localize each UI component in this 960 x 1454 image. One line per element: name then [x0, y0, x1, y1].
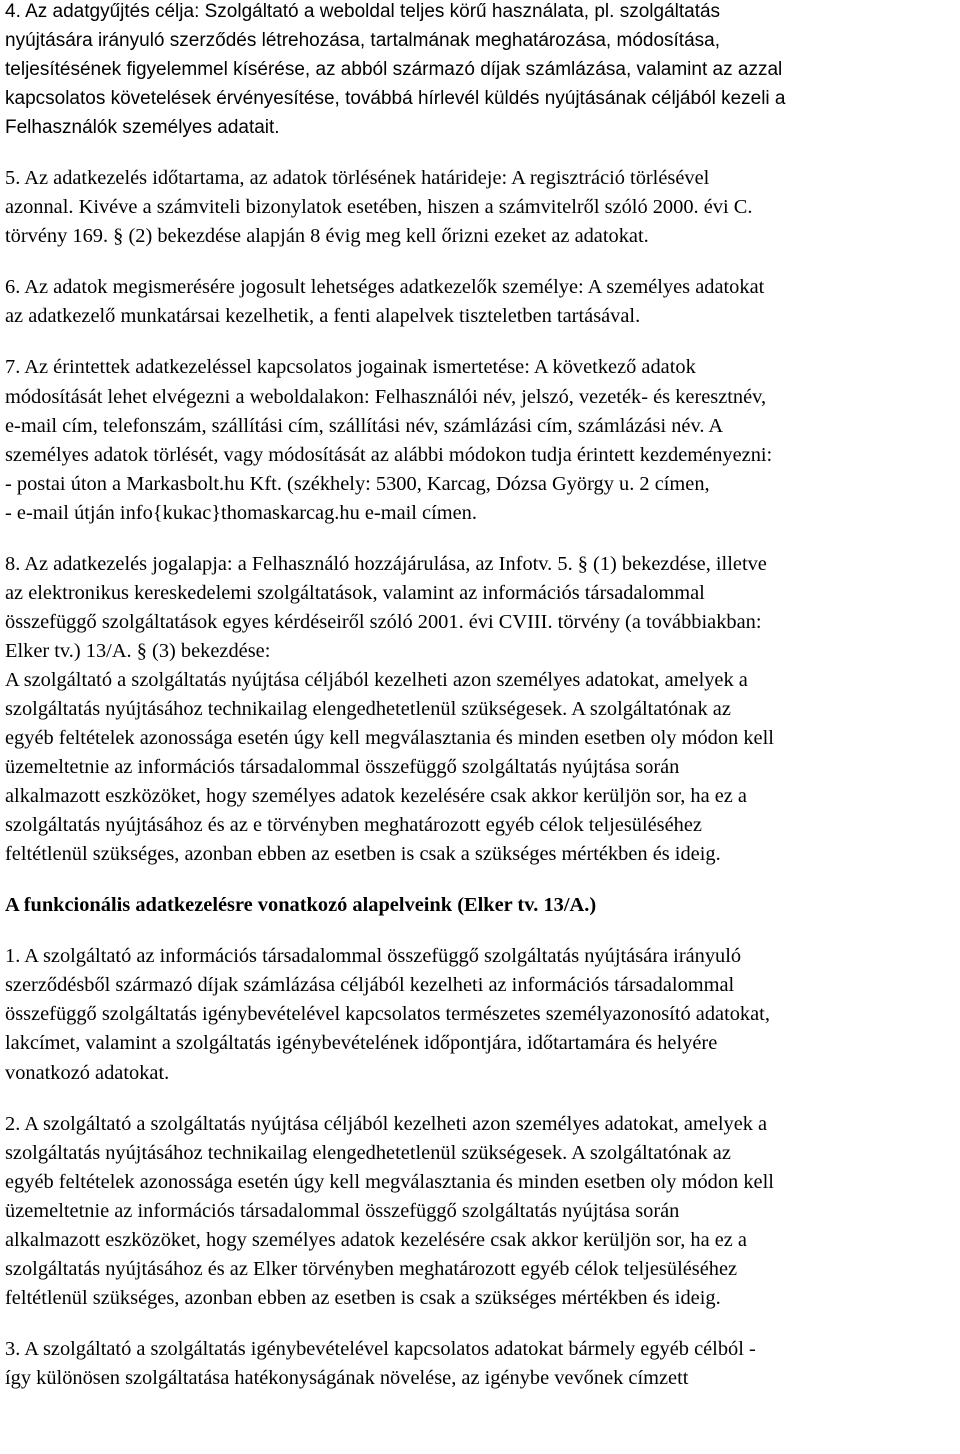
text-line: 8. Az adatkezelés jogalapja: a Felhasználó hozzájárulása, az Infotv. 5. § (1) bekezdése, illetve [5, 552, 767, 575]
text-line: A funkcionális adatkezelésre vonatkozó alapelveink (Elker tv. 13/A.) [5, 894, 597, 917]
paragraph [5, 164, 950, 251]
paragraph [5, 1110, 950, 1313]
text-line: 6. Az adatok megismerésére jogosult lehetséges adatkezelők személye: A személyes adatokat [5, 276, 765, 299]
paragraph [5, 942, 950, 1087]
text-line: - postai úton a Markasbolt.hu Kft. (székhely: 5300, Karcag, Dózsa György u. 2 címen, [5, 472, 710, 495]
paragraph [5, 353, 950, 527]
text-line: teljesítésének figyelemmel kísérése, az abból származó díjak számlázása, valamint az azzal [5, 59, 783, 81]
text-line: összefüggő szolgáltatások egyes kérdéseiről szóló 2001. évi CVIII. törvény (a továbbiakban: [5, 610, 762, 633]
text-line: lakcímet, valamint a szolgáltatás igénybevételének időpontjára, időtartamára és helyére [5, 1032, 718, 1055]
text-line: azonnal. Kivéve a számviteli bizonylatok esetében, hiszen a számvitelről szóló 2000. évi C. [5, 196, 753, 219]
paragraph [5, 1335, 950, 1393]
text-line: nyújtására irányuló szerződés létrehozása, tartalmának meghatározása, módosítása, [5, 30, 720, 52]
text-line: összefüggő szolgáltatás igénybevételével kapcsolatos természetes személyazonosító adatokat, [5, 1003, 770, 1026]
text-line: szolgáltatás nyújtásához technikailag elengedhetetlenül szükségesek. A szolgáltatónak az [5, 1141, 731, 1164]
paragraph [5, 550, 950, 870]
text-line: üzemeltetnie az információs társadalommal összefüggő szolgáltatás nyújtása során [5, 756, 680, 779]
text-line: 5. Az adatkezelés időtartama, az adatok törlésének határideje: A regisztráció törlésével [5, 167, 710, 190]
text-line: szerződésből származó díjak számlázása céljából kezelheti az információs társadalommal [5, 974, 735, 997]
text-line: e-mail cím, telefonszám, szállítási cím, szállítási név, számlázási cím, számlázási név. A [5, 414, 724, 437]
text-line: törvény 169. § (2) bekezdése alapján 8 évig meg kell őrizni ezeket az adatokat. [5, 225, 649, 248]
text-line: kapcsolatos követelések érvényesítése, továbbá hírlevél küldés nyújtásának céljából kezeli a [5, 88, 786, 110]
text-line: Felhasználók személyes adatait. [5, 117, 280, 139]
text-line: módosítását lehet elvégezni a weboldalakon: Felhasználói név, jelszó, vezeték- és keresztnév, [5, 385, 767, 408]
text-line: üzemeltetnie az információs társadalommal összefüggő szolgáltatás nyújtása során [5, 1199, 680, 1222]
text-line: vonatkozó adatokat. [5, 1061, 170, 1084]
text-line: alkalmazott eszközöket, hogy személyes adatok kezelésére csak akkor kerüljön sor, ha ez a [5, 1228, 747, 1251]
paragraph [5, 273, 950, 331]
paragraph [5, 0, 950, 142]
text-line: 3. A szolgáltató a szolgáltatás igénybevételével kapcsolatos adatokat bármely egyéb célból - [5, 1337, 756, 1360]
text-line: 1. A szolgáltató az információs társadalommal összefüggő szolgáltatás nyújtására irányuló [5, 945, 742, 968]
text-line: alkalmazott eszközöket, hogy személyes adatok kezelésére csak akkor kerüljön sor, ha ez a [5, 785, 747, 808]
text-line: az elektronikus kereskedelemi szolgáltatások, valamint az információs társadalommal [5, 581, 705, 604]
text-line: - e-mail útján info{kukac}thomaskarcag.hu e-mail címen. [5, 501, 477, 524]
text-line: Elker tv.) 13/A. § (3) bekezdése: [5, 639, 271, 662]
text-line: az adatkezelő munkatársai kezelhetik, a fenti alapelvek tiszteletben tartásával. [5, 305, 641, 328]
text-line: személyes adatok törlését, vagy módosítását az alábbi módokon tudja érintett kezdeményezni: [5, 443, 773, 466]
text-line: szolgáltatás nyújtásához és az Elker törvényben meghatározott egyéb célok teljesüléséhez [5, 1257, 738, 1280]
text-line: 4. Az adatgyűjtés célja: Szolgáltató a weboldal teljes körű használata, pl. szolgáltatás [5, 1, 721, 22]
document-page [5, 0, 950, 1415]
text-line: feltétlenül szükséges, azonban ebben az esetben is csak a szükséges mértékben és ideig. [5, 1286, 721, 1309]
text-line: A szolgáltató a szolgáltatás nyújtása céljából kezelheti azon személyes adatokat, amelyek a [5, 668, 748, 691]
text-line: egyéb feltételek azonossága esetén úgy kell megválasztania és minden esetben oly módon kell [5, 727, 774, 750]
text-line: 2. A szolgáltató a szolgáltatás nyújtása céljából kezelheti azon személyes adatokat, amelyek a [5, 1112, 768, 1135]
section-heading [5, 891, 950, 920]
text-line: így különösen szolgáltatása hatékonyságának növelése, az igénybe vevőnek címzett [5, 1366, 689, 1389]
text-line: egyéb feltételek azonossága esetén úgy kell megválasztania és minden esetben oly módon kell [5, 1170, 774, 1193]
text-line: szolgáltatás nyújtásához és az e törvényben meghatározott egyéb célok teljesüléséhez [5, 814, 702, 837]
text-line: szolgáltatás nyújtásához technikailag elengedhetetlenül szükségesek. A szolgáltatónak az [5, 697, 731, 720]
text-line: 7. Az érintettek adatkezeléssel kapcsolatos jogainak ismertetése: A következő adatok [5, 356, 696, 379]
text-line: feltétlenül szükséges, azonban ebben az esetben is csak a szükséges mértékben és ideig. [5, 843, 721, 866]
